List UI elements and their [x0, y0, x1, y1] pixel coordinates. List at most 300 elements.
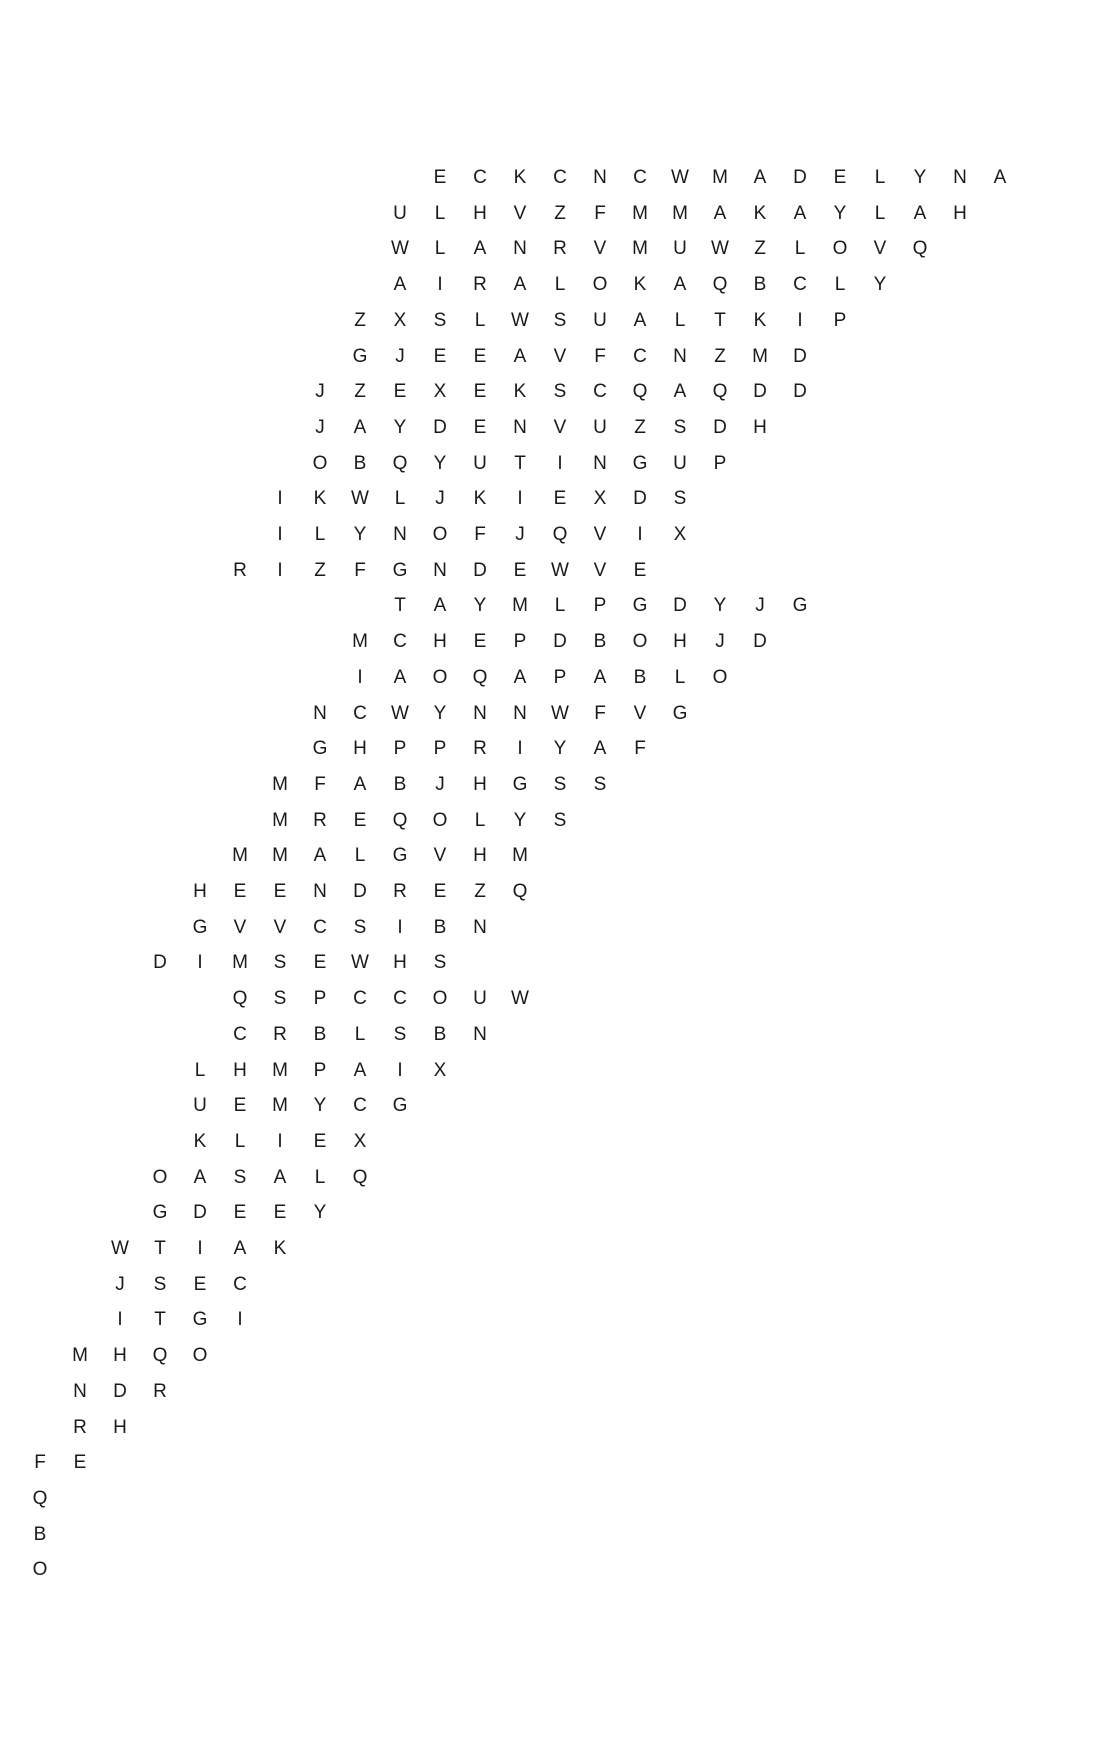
grid-letter: S — [273, 988, 287, 1010]
grid-letter: N — [73, 1380, 87, 1402]
grid-letter: E — [273, 881, 287, 902]
grid-row — [140, 1203, 340, 1222]
grid-letter: I — [637, 524, 643, 545]
grid-letter: P — [433, 738, 447, 760]
grid-letter: F — [354, 559, 366, 581]
grid-letter: O — [432, 666, 448, 688]
grid-letter: F — [314, 773, 326, 795]
grid-letter: D — [113, 1380, 127, 1402]
grid-letter: H — [113, 1416, 127, 1438]
grid-letter: C — [353, 988, 367, 1010]
grid-letter: C — [593, 381, 607, 403]
grid-letter: M — [232, 952, 248, 974]
grid-letter: C — [633, 345, 647, 367]
grid-letter: U — [673, 452, 687, 474]
grid-letter: A — [993, 167, 1007, 188]
grid-letter: R — [233, 559, 247, 581]
grid-letter: N — [313, 881, 327, 902]
grid-letter: Q — [712, 381, 728, 403]
grid-letter: I — [557, 452, 563, 474]
grid-letter: P — [833, 309, 847, 331]
grid-letter: A — [353, 416, 367, 438]
grid-letter: M — [512, 595, 528, 617]
grid-letter: W — [351, 488, 369, 510]
grid-letter: X — [433, 1059, 447, 1081]
grid-letter: Y — [433, 702, 447, 724]
grid-letter: C — [633, 167, 647, 188]
grid-letter: G — [152, 1202, 168, 1224]
grid-letter: L — [674, 309, 686, 331]
grid-letter: C — [353, 702, 367, 724]
grid-letter: M — [352, 631, 368, 653]
grid-letter: A — [513, 274, 527, 296]
grid-letter: N — [393, 524, 407, 545]
grid-letter: K — [513, 381, 527, 403]
grid-letter: W — [551, 702, 569, 724]
grid-row — [20, 1489, 60, 1508]
grid-letter: A — [673, 274, 687, 296]
grid-letter: H — [193, 881, 207, 902]
grid-letter: E — [313, 1130, 327, 1152]
grid-letter: G — [792, 595, 808, 617]
grid-letter: E — [393, 381, 407, 403]
grid-letter: S — [273, 952, 287, 974]
grid-row — [180, 1096, 420, 1115]
grid-letter: M — [272, 1095, 288, 1117]
grid-letter: A — [593, 738, 607, 760]
grid-letter: F — [594, 345, 606, 367]
grid-letter: H — [753, 416, 767, 438]
grid-letter: S — [673, 488, 687, 510]
grid-letter: Y — [353, 524, 367, 545]
grid-letter: O — [152, 1166, 168, 1188]
grid-letter: Z — [634, 416, 646, 438]
grid-letter: E — [833, 167, 847, 188]
grid-letter: N — [433, 559, 447, 581]
grid-letter: S — [393, 1023, 407, 1045]
grid-letter: K — [193, 1130, 207, 1152]
grid-letter: O — [432, 809, 448, 831]
grid-letter: D — [753, 381, 767, 403]
grid-row — [180, 918, 500, 937]
grid-letter: Y — [393, 416, 407, 438]
grid-letter: A — [793, 202, 807, 224]
grid-letter: V — [233, 916, 247, 938]
grid-row — [20, 1525, 60, 1544]
grid-letter: M — [272, 1059, 288, 1081]
grid-letter: L — [874, 167, 886, 188]
grid-letter: M — [272, 809, 288, 831]
grid-row — [340, 311, 860, 330]
grid-letter: N — [513, 416, 527, 438]
grid-letter: Q — [712, 274, 728, 296]
grid-letter: D — [793, 381, 807, 403]
grid-letter: G — [192, 1309, 208, 1331]
grid-letter: L — [354, 1023, 366, 1045]
grid-letter: X — [673, 524, 687, 545]
grid-letter: Z — [714, 345, 726, 367]
grid-letter: S — [153, 1273, 167, 1295]
grid-letter: U — [473, 988, 487, 1010]
grid-letter: S — [593, 773, 607, 795]
grid-letter: M — [632, 238, 648, 260]
grid-letter: L — [874, 202, 886, 224]
grid-letter: P — [713, 452, 727, 474]
grid-letter: L — [314, 524, 326, 545]
grid-letter: E — [513, 559, 527, 581]
grid-letter: D — [753, 631, 767, 653]
grid-row — [20, 1560, 60, 1579]
grid-letter: G — [392, 1095, 408, 1117]
grid-letter: I — [357, 666, 363, 688]
grid-letter: B — [633, 666, 647, 688]
grid-letter: D — [633, 488, 647, 510]
grid-row — [260, 775, 620, 794]
grid-letter: M — [712, 167, 728, 188]
grid-letter: Y — [873, 274, 887, 296]
grid-letter: V — [273, 916, 287, 938]
grid-letter: W — [551, 559, 569, 581]
grid-row — [340, 347, 820, 366]
grid-row — [140, 1168, 380, 1187]
grid-letter: B — [433, 916, 447, 938]
grid-letter: Q — [32, 1487, 48, 1509]
grid-letter: D — [793, 167, 807, 188]
grid-row — [340, 668, 740, 687]
grid-letter: E — [233, 1095, 247, 1117]
grid-letter: Q — [352, 1166, 368, 1188]
grid-letter: L — [434, 202, 446, 224]
grid-letter: Y — [313, 1095, 327, 1117]
grid-letter: R — [73, 1416, 87, 1438]
grid-row — [380, 239, 940, 258]
grid-row — [300, 739, 660, 758]
grid-letter: I — [277, 488, 283, 510]
grid-letter: J — [315, 416, 325, 438]
grid-letter: G — [672, 702, 688, 724]
grid-letter: K — [633, 274, 647, 296]
grid-letter: L — [434, 238, 446, 260]
grid-letter: M — [752, 345, 768, 367]
grid-letter: R — [473, 274, 487, 296]
grid-letter: W — [671, 167, 689, 188]
grid-letter: D — [433, 416, 447, 438]
grid-letter: N — [473, 702, 487, 724]
grid-letter: L — [314, 1166, 326, 1188]
grid-letter: H — [113, 1345, 127, 1367]
grid-letter: I — [237, 1309, 243, 1331]
grid-letter: S — [553, 773, 567, 795]
grid-letter: G — [392, 559, 408, 581]
grid-letter: Q — [552, 524, 568, 545]
grid-letter: O — [312, 452, 328, 474]
grid-letter: C — [233, 1273, 247, 1295]
grid-letter: K — [753, 202, 767, 224]
grid-letter: P — [313, 1059, 327, 1081]
grid-row — [100, 1239, 300, 1258]
grid-letter: P — [593, 595, 607, 617]
grid-letter: X — [353, 1130, 367, 1152]
grid-letter: A — [353, 773, 367, 795]
grid-letter: P — [393, 738, 407, 760]
grid-letter: L — [794, 238, 806, 260]
grid-letter: T — [514, 452, 526, 474]
grid-letter: T — [714, 309, 726, 331]
grid-letter: S — [233, 1166, 247, 1188]
grid-letter: G — [632, 595, 648, 617]
grid-letter: N — [513, 702, 527, 724]
grid-letter: Y — [313, 1202, 327, 1224]
grid-letter: N — [513, 238, 527, 260]
grid-letter: Z — [354, 381, 366, 403]
grid-letter: L — [394, 488, 406, 510]
grid-letter: I — [797, 309, 803, 331]
grid-letter: P — [553, 666, 567, 688]
grid-letter: O — [632, 631, 648, 653]
grid-letter: Y — [513, 809, 527, 831]
grid-letter: Z — [474, 881, 486, 902]
grid-letter: G — [192, 916, 208, 938]
grid-letter: B — [313, 1023, 327, 1045]
grid-letter: E — [193, 1273, 207, 1295]
grid-letter: V — [593, 559, 607, 581]
grid-row — [300, 382, 820, 401]
grid-row — [300, 418, 780, 437]
grid-letter: H — [473, 845, 487, 867]
grid-letter: F — [594, 702, 606, 724]
grid-letter: B — [753, 274, 767, 296]
grid-letter: V — [593, 238, 607, 260]
grid-letter: Q — [912, 238, 928, 260]
grid-row — [180, 1061, 460, 1080]
grid-letter: M — [512, 845, 528, 867]
grid-letter: D — [353, 881, 367, 902]
grid-letter: D — [473, 559, 487, 581]
grid-letter: A — [673, 381, 687, 403]
grid-letter: N — [313, 702, 327, 724]
grid-letter: V — [433, 845, 447, 867]
grid-letter: W — [511, 988, 529, 1010]
grid-letter: R — [313, 809, 327, 831]
grid-row — [140, 953, 460, 972]
grid-letter: S — [353, 916, 367, 938]
grid-row — [60, 1418, 140, 1437]
grid-letter: W — [391, 702, 409, 724]
grid-letter: W — [711, 238, 729, 260]
grid-letter: E — [233, 881, 247, 902]
grid-row — [180, 1132, 380, 1151]
grid-letter: K — [473, 488, 487, 510]
grid-row — [300, 704, 700, 723]
grid-letter: H — [473, 202, 487, 224]
grid-letter: Z — [314, 559, 326, 581]
grid-letter: J — [435, 488, 445, 510]
grid-letter: H — [393, 952, 407, 974]
grid-letter: L — [354, 845, 366, 867]
grid-letter: S — [673, 416, 687, 438]
grid-letter: D — [793, 345, 807, 367]
grid-letter: A — [393, 274, 407, 296]
grid-letter: L — [834, 274, 846, 296]
grid-letter: I — [197, 952, 203, 974]
grid-letter: M — [672, 202, 688, 224]
grid-letter: E — [433, 345, 447, 367]
grid-letter: B — [33, 1523, 47, 1545]
grid-letter: E — [353, 809, 367, 831]
grid-letter: J — [755, 595, 765, 617]
grid-letter: O — [32, 1559, 48, 1581]
grid-row — [340, 632, 780, 651]
grid-letter: U — [473, 452, 487, 474]
grid-letter: N — [593, 167, 607, 188]
grid-letter: E — [433, 167, 447, 188]
grid-letter: S — [553, 309, 567, 331]
grid-letter: N — [953, 167, 967, 188]
grid-letter: A — [713, 202, 727, 224]
grid-letter: V — [553, 416, 567, 438]
grid-letter: O — [432, 988, 448, 1010]
grid-letter: I — [397, 916, 403, 938]
grid-letter: I — [397, 1059, 403, 1081]
grid-letter: Y — [553, 738, 567, 760]
grid-letter: I — [277, 559, 283, 581]
grid-letter: J — [115, 1273, 125, 1295]
grid-letter: X — [433, 381, 447, 403]
grid-letter: A — [313, 845, 327, 867]
grid-letter: C — [793, 274, 807, 296]
grid-letter: R — [553, 238, 567, 260]
grid-row — [220, 1025, 500, 1044]
grid-letter: L — [554, 595, 566, 617]
grid-letter: S — [433, 952, 447, 974]
grid-letter: N — [473, 916, 487, 938]
grid-letter: A — [353, 1059, 367, 1081]
grid-row — [380, 596, 820, 615]
grid-letter: U — [393, 202, 407, 224]
grid-letter: A — [513, 666, 527, 688]
grid-letter: I — [197, 1238, 203, 1259]
grid-letter: D — [713, 416, 727, 438]
grid-letter: H — [353, 738, 367, 760]
grid-letter: C — [473, 167, 487, 188]
grid-letter: Y — [473, 595, 487, 617]
grid-letter: H — [433, 631, 447, 653]
grid-letter: G — [392, 845, 408, 867]
grid-letter: C — [393, 988, 407, 1010]
grid-letter: U — [673, 238, 687, 260]
grid-letter: K — [513, 167, 527, 188]
grid-letter: T — [154, 1238, 166, 1259]
grid-letter: N — [673, 345, 687, 367]
grid-letter: Q — [472, 666, 488, 688]
grid-letter: V — [553, 345, 567, 367]
grid-row — [220, 846, 540, 865]
grid-letter: F — [34, 1452, 46, 1474]
grid-letter: H — [473, 773, 487, 795]
grid-letter: I — [277, 1130, 283, 1152]
grid-letter: A — [633, 309, 647, 331]
grid-letter: A — [473, 238, 487, 260]
grid-letter: E — [553, 488, 567, 510]
grid-letter: A — [753, 167, 767, 188]
grid-letter: I — [277, 524, 283, 545]
grid-letter: A — [433, 595, 447, 617]
grid-letter: Q — [632, 381, 648, 403]
grid-letter: R — [153, 1380, 167, 1402]
grid-letter: E — [473, 416, 487, 438]
grid-letter: A — [193, 1166, 207, 1188]
grid-letter: A — [273, 1166, 287, 1188]
grid-letter: D — [553, 631, 567, 653]
grid-letter: C — [313, 916, 327, 938]
grid-letter: A — [233, 1238, 247, 1259]
grid-letter: J — [435, 773, 445, 795]
grid-letter: N — [593, 452, 607, 474]
grid-letter: E — [233, 1202, 247, 1224]
grid-letter: F — [594, 202, 606, 224]
grid-letter: Q — [232, 988, 248, 1010]
grid-letter: V — [593, 524, 607, 545]
grid-letter: F — [474, 524, 486, 545]
grid-letter: K — [753, 309, 767, 331]
grid-letter: H — [953, 202, 967, 224]
grid-letter: Q — [512, 881, 528, 902]
grid-letter: T — [394, 595, 406, 617]
grid-row — [220, 561, 660, 580]
grid-letter: G — [632, 452, 648, 474]
grid-letter: K — [313, 488, 327, 510]
grid-row — [380, 275, 900, 294]
grid-letter: W — [111, 1238, 129, 1259]
grid-letter: B — [353, 452, 367, 474]
grid-letter: V — [633, 702, 647, 724]
grid-row — [180, 882, 540, 901]
grid-row — [220, 989, 540, 1008]
grid-letter: E — [633, 559, 647, 581]
grid-letter: R — [473, 738, 487, 760]
grid-letter: U — [193, 1095, 207, 1117]
grid-letter: O — [592, 274, 608, 296]
grid-letter: E — [313, 952, 327, 974]
grid-letter: W — [511, 309, 529, 331]
grid-letter: X — [593, 488, 607, 510]
grid-letter: Z — [754, 238, 766, 260]
grid-letter: W — [351, 952, 369, 974]
grid-letter: F — [634, 738, 646, 760]
grid-letter: S — [433, 309, 447, 331]
grid-letter: A — [593, 666, 607, 688]
grid-letter: G — [352, 345, 368, 367]
grid-row — [60, 1346, 220, 1365]
grid-letter: I — [517, 488, 523, 510]
grid-letter: J — [715, 631, 725, 653]
grid-row — [380, 204, 980, 223]
grid-letter: S — [553, 809, 567, 831]
grid-letter: A — [913, 202, 927, 224]
grid-letter: Q — [392, 452, 408, 474]
grid-letter: W — [391, 238, 409, 260]
grid-letter: S — [553, 381, 567, 403]
grid-letter: E — [73, 1452, 87, 1474]
grid-letter: K — [273, 1238, 287, 1259]
grid-letter: O — [832, 238, 848, 260]
grid-row — [100, 1310, 260, 1329]
grid-letter: V — [513, 202, 527, 224]
grid-letter: E — [473, 631, 487, 653]
grid-letter: B — [433, 1023, 447, 1045]
grid-letter: N — [473, 1023, 487, 1045]
grid-letter: J — [315, 381, 325, 403]
